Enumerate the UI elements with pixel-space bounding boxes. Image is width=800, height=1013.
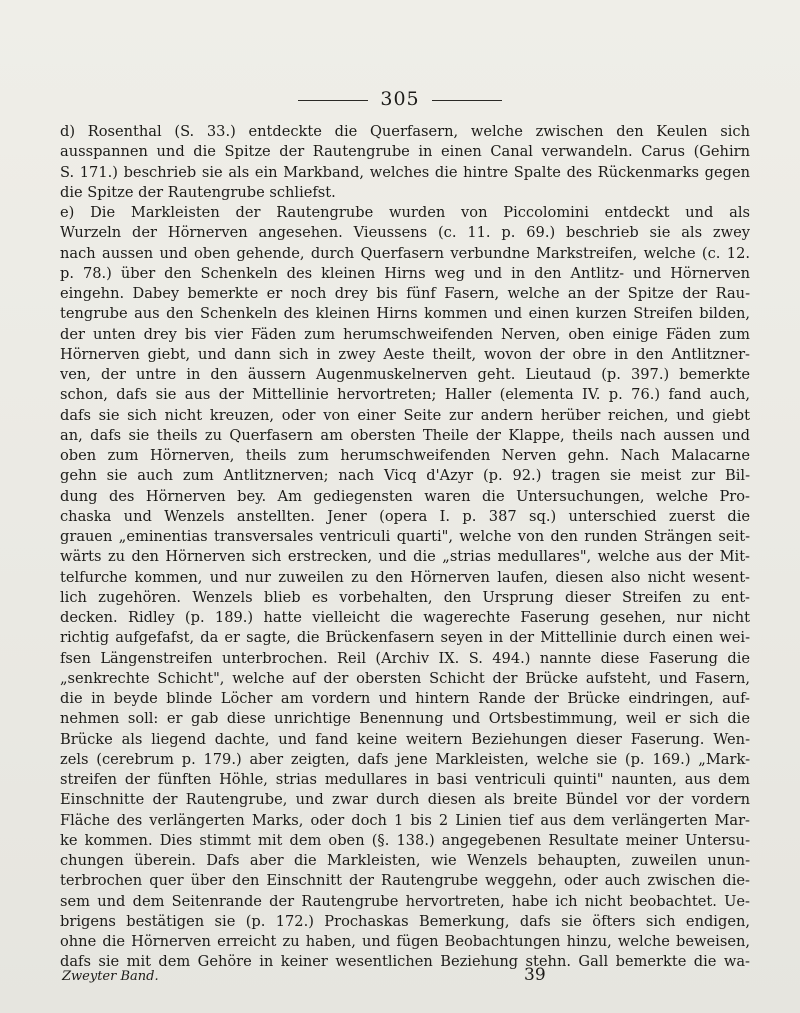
text-line: tengrube aus den Schenkeln des kleinen Hirns kommen und einen kurzen Streifen bilden, (60, 305, 750, 323)
text-line: dafs sie mit dem Gehöre in keiner wesentlichen Beziehung stehn. Gall bemerkte die wa- (60, 953, 750, 971)
text-line: streifen der fünften Höhle, strias medullares in basi ventriculi quinti" naunten, aus dem (60, 771, 750, 788)
text-line: Wurzeln der Hörnerven angesehen. Vieussens (c. 11. p. 69.) beschrieb sie als zwey (60, 224, 750, 242)
text-line: dung des Hörnerven bey. Am gediegensten waren die Untersuchungen, welche Pro- (60, 487, 750, 505)
text-line: Fläche des verlängerten Marks, oder doch 1 bis 2 Linien tief aus dem verlängerten Mar- (60, 811, 750, 829)
sheet-number: 39 (524, 965, 546, 985)
text-line: der unten drey bis vier Fäden zum herumschweifenden Nerven, oben einige Fäden zum (60, 325, 750, 343)
text-line: dafs sie sich nicht kreuzen, oder von einer Seite zur andern herüber reichen, und giebt (60, 406, 750, 424)
text-line: ausspannen und die Spitze der Rautengrube in einen Canal verwandeln. Carus (Gehirn (60, 143, 750, 161)
text-line: gehn sie auch zum Antlitznerven; nach Vicq d'Azyr (p. 92.) tragen sie meist zur Bil- (60, 467, 750, 485)
text-line: oben zum Hörnerven, theils zum herumschweifenden Nerven gehn. Nach Malacarne (60, 447, 750, 464)
text-line: lich zugehören. Wenzels blieb es vorbehalten, den Ursprung dieser Streifen zu ent- (60, 588, 750, 606)
text-line: sem und dem Seitenrande der Rautengrube hervortreten, habe ich nicht beobachtet. Ue- (60, 892, 750, 910)
text-line: grauen „eminentias transversales ventriculi quarti", welche von den runden Strängen seit- (60, 528, 750, 545)
text-line: chaska und Wenzels anstellten. Jener (opera I. p. 387 sq.) unterschied zuerst die (60, 507, 750, 525)
volume-signature: Zweyter Band. (62, 969, 159, 984)
text-line: fsen Längenstreifen unterbrochen. Reil (Archiv IX. S. 494.) nannte diese Faserung die (60, 649, 750, 667)
text-line: richtig aufgefafst, da er sagte, die Brückenfasern seyen in der Mittellinie durch einen wei- (60, 629, 750, 647)
text-line: Hörnerven giebt, und dann sich in zwey Aeste theilt, wovon der obre in den Antlitzner- (60, 345, 750, 363)
header-rule-right (432, 100, 502, 101)
text-line: ven, der untre in den äussern Augenmuskelnerven geht. Lieutaud (p. 397.) bemerkte (60, 366, 750, 383)
text-line: schon, dafs sie aus der Mittellinie hervortreten; Haller (elementa IV. p. 76.) fand auch, (60, 386, 750, 404)
text-line: nehmen soll: er gab diese unrichtige Benennung und Ortsbestimmung, weil er sich die (60, 710, 750, 728)
text-line: nach aussen und oben gehende, durch Querfasern verbundne Markstreifen, welche (c. 12. (60, 244, 750, 262)
text-line: d) Rosenthal (S. 33.) entdeckte die Querfasern, welche zwischen den Keulen sich (60, 123, 750, 140)
text-line: die Spitze der Rautengrube schliefst. (60, 183, 336, 201)
text-line: S. 171.) beschrieb sie als ein Markband, welches die hintre Spalte des Rückenmarks gegen (60, 163, 750, 181)
text-line: eingehn. Dabey bemerkte er noch drey bis fünf Fasern, welche an der Spitze der Rau- (60, 285, 750, 302)
page-footer (62, 965, 752, 989)
text-line: „senkrechte Schicht", welche auf der obersten Schicht der Brücke aufsteht, und Fasern, (60, 669, 750, 687)
text-line: e) Die Markleisten der Rautengrube wurden von Piccolomini entdeckt und als (60, 204, 750, 221)
text-line: ke kommen. Dies stimmt mit dem oben (§. 138.) angegebenen Resultate meiner Untersu- (60, 831, 750, 849)
text-line: telfurche kommen, und nur zuweilen zu den Hörnerven laufen, diesen also nicht wesent- (60, 568, 750, 586)
text-line: chungen überein. Dafs aber die Markleisten, wie Wenzels behaupten, zuweilen unun- (60, 852, 750, 869)
text-line: Einschnitte der Rautengrube, und zwar durch diesen als breite Bündel vor der vordern (60, 791, 750, 809)
text-line: p. 78.) über den Schenkeln des kleinen Hirns weg und in den Antlitz- und Hörnerven (60, 264, 750, 282)
text-line: zels (cerebrum p. 179.) aber zeigten, dafs jene Markleisten, welche sie (p. 169.) „Mark- (60, 750, 750, 768)
text-line: Brücke als liegend dachte, und fand keine weitern Beziehungen dieser Faserung. Wen- (60, 730, 750, 748)
text-line: an, dafs sie theils zu Querfasern am obersten Theile der Klappe, theils nach aussen und (60, 426, 750, 444)
header-rule-left (298, 100, 368, 101)
text-line: brigens bestätigen sie (p. 172.) Prochaskas Bemerkung, dafs sie öfters sich endigen, (60, 912, 750, 930)
text-line: decken. Ridley (p. 189.) hatte vielleicht die wagerechte Faserung gesehen, nur nicht (60, 609, 750, 626)
text-line: terbrochen quer über den Einschnitt der Rautengrube weggehn, oder auch zwischen die- (60, 872, 750, 890)
text-line: die in beyde blinde Löcher am vordern und hintern Rande der Brücke eindringen, auf- (60, 690, 750, 707)
text-line: wärts zu den Hörnerven sich erstrecken, und die „strias medullares", welche aus der Mit- (60, 548, 750, 566)
text-line: ohne die Hörnerven erreicht zu haben, und fügen Beobachtungen hinzu, welche beweisen, (60, 933, 750, 950)
page-number: 305 (380, 88, 420, 110)
body-text (60, 122, 750, 973)
page-header (0, 88, 800, 110)
